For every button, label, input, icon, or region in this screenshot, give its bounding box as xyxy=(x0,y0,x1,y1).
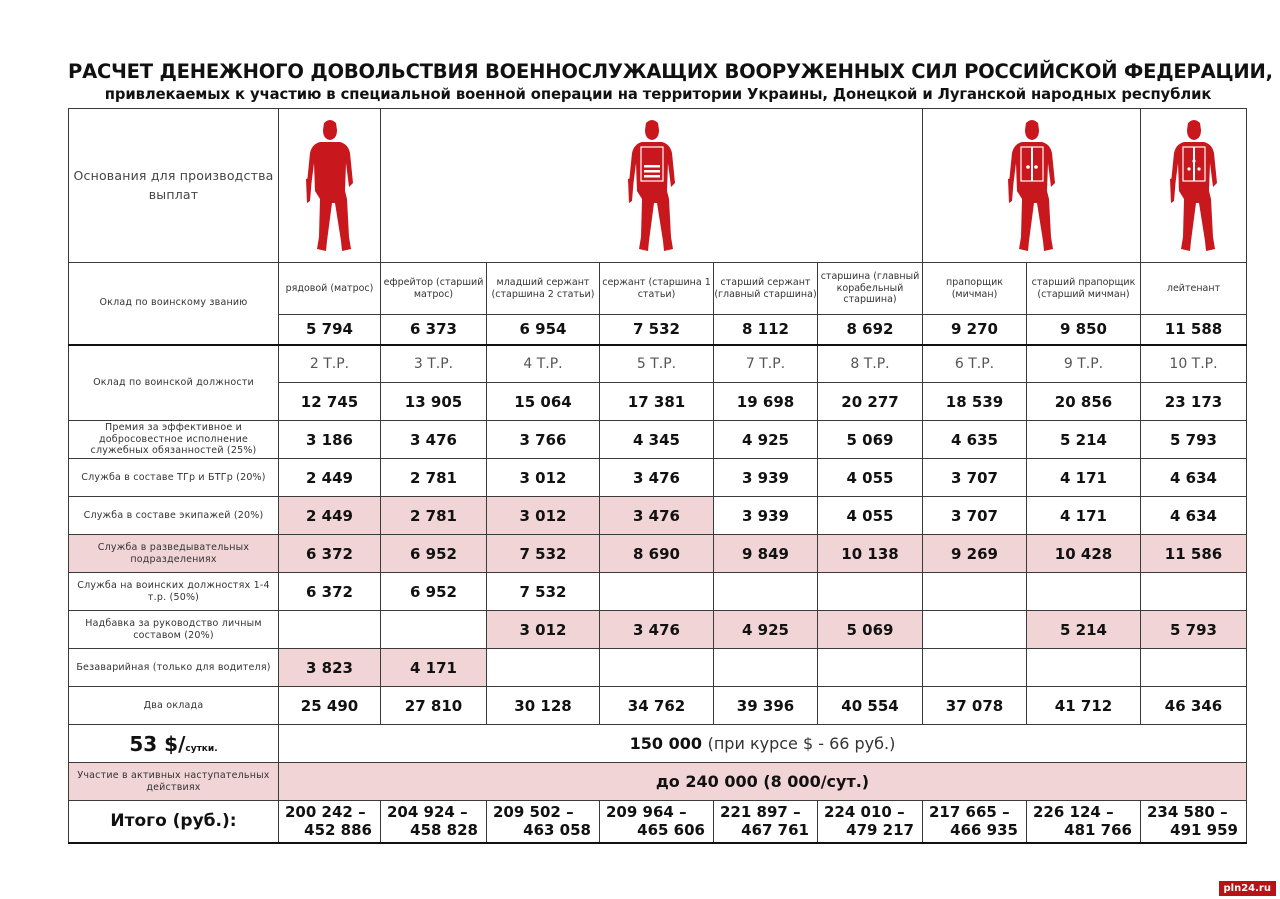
row-label: Служба на воинских должностях 1-4 т.р. (50%) xyxy=(69,573,279,611)
table-row xyxy=(69,497,1247,535)
rank-name: старшина (главный корабельный старшина) xyxy=(818,263,923,315)
active-operations-row xyxy=(69,763,1247,801)
rank-salary-value: 9 850 xyxy=(1027,315,1141,345)
row-value: 10 428 xyxy=(1027,535,1141,573)
table-row xyxy=(69,459,1247,497)
watermark: pln24.ru xyxy=(1219,881,1276,896)
active-label: Участие в активных наступательных действиях xyxy=(69,763,279,801)
total-max: 452 886 xyxy=(304,821,372,840)
total-range xyxy=(381,801,487,843)
row-value: 5 793 xyxy=(1141,611,1247,649)
page-subtitle: привлекаемых к участию в специальной военной операции на территории Украины, Донецкой и Луганской народных республик xyxy=(104,86,1212,103)
daily-rate-value xyxy=(279,725,1247,763)
rank-salary-value: 6 954 xyxy=(487,315,600,345)
tariff-category: 9 Т.Р. xyxy=(1027,345,1141,383)
row-value: 5 069 xyxy=(818,611,923,649)
row-value: 3 476 xyxy=(381,421,487,459)
soldier-figure-cell xyxy=(279,109,381,263)
row-value: 7 532 xyxy=(487,535,600,573)
soldier-warrant-officer-icon xyxy=(1000,117,1064,255)
row-value: 4 171 xyxy=(1027,459,1141,497)
tariff-category: 4 Т.Р. xyxy=(487,345,600,383)
rank-salary-value: 9 270 xyxy=(923,315,1027,345)
rank-name: лейтенант xyxy=(1141,263,1247,315)
row-value: 4 634 xyxy=(1141,459,1247,497)
row-value: 3 707 xyxy=(923,497,1027,535)
row-value xyxy=(600,649,714,687)
total-range xyxy=(1141,801,1247,843)
row-value xyxy=(600,573,714,611)
row-value: 4 635 xyxy=(923,421,1027,459)
rank-name: рядовой (матрос) xyxy=(279,263,381,315)
row-value: 37 078 xyxy=(923,687,1027,725)
row-value: 4 055 xyxy=(818,497,923,535)
table-row xyxy=(69,421,1247,459)
row-value: 25 490 xyxy=(279,687,381,725)
row-value: 3 012 xyxy=(487,611,600,649)
rank-salary-value: 7 532 xyxy=(600,315,714,345)
table-row xyxy=(69,535,1247,573)
total-max: 465 606 xyxy=(637,821,705,840)
table-row xyxy=(69,573,1247,611)
row-value: 4 345 xyxy=(600,421,714,459)
row-value: 39 396 xyxy=(714,687,818,725)
row-value xyxy=(714,573,818,611)
total-min: 234 580 – xyxy=(1147,802,1228,821)
row-value: 6 952 xyxy=(381,535,487,573)
soldier-icon xyxy=(298,117,362,255)
figures-row xyxy=(69,109,1247,263)
rank-salary-value: 8 692 xyxy=(818,315,923,345)
rank-name: прапорщик (мичман) xyxy=(923,263,1027,315)
total-row xyxy=(69,801,1247,843)
rank-salary-value: 8 112 xyxy=(714,315,818,345)
row-value: 4 055 xyxy=(818,459,923,497)
row-value: 6 372 xyxy=(279,535,381,573)
tariff-category: 3 Т.Р. xyxy=(381,345,487,383)
rank-salary-label: Оклад по воинскому званию xyxy=(69,263,279,345)
position-salary-value: 23 173 xyxy=(1141,383,1247,421)
position-salary-label: Оклад по воинской должности xyxy=(69,345,279,421)
position-salary-value: 13 905 xyxy=(381,383,487,421)
table-row xyxy=(69,687,1247,725)
row-value xyxy=(1027,649,1141,687)
total-max: 463 058 xyxy=(523,821,591,840)
row-value: 40 554 xyxy=(818,687,923,725)
row-value: 5 214 xyxy=(1027,611,1141,649)
row-value: 3 012 xyxy=(487,497,600,535)
total-range xyxy=(600,801,714,843)
table-row xyxy=(69,649,1247,687)
row-value: 3 823 xyxy=(279,649,381,687)
row-value: 11 586 xyxy=(1141,535,1247,573)
row-value: 6 952 xyxy=(381,573,487,611)
rank-name: старший сержант (главный старшина) xyxy=(714,263,818,315)
row-value: 27 810 xyxy=(381,687,487,725)
pay-table xyxy=(68,108,1247,844)
total-range xyxy=(487,801,600,843)
total-max: 466 935 xyxy=(950,821,1018,840)
total-range xyxy=(714,801,818,843)
row-label: Служба в составе экипажей (20%) xyxy=(69,497,279,535)
row-value: 41 712 xyxy=(1027,687,1141,725)
row-value xyxy=(487,649,600,687)
position-salary-value: 20 856 xyxy=(1027,383,1141,421)
total-min: 209 964 – xyxy=(606,802,687,821)
row-value: 4 171 xyxy=(381,649,487,687)
row-label: Служба в разведывательных подразделениях xyxy=(69,535,279,573)
rank-name: сержант (старшина 1 статьи) xyxy=(600,263,714,315)
ranks-row xyxy=(69,263,1247,315)
daily-rate-row xyxy=(69,725,1247,763)
row-value: 4 925 xyxy=(714,421,818,459)
row-value: 3 707 xyxy=(923,459,1027,497)
total-min: 226 124 – xyxy=(1033,802,1114,821)
row-value: 9 269 xyxy=(923,535,1027,573)
total-min: 224 010 – xyxy=(824,802,905,821)
row-value xyxy=(279,611,381,649)
row-value: 2 781 xyxy=(381,497,487,535)
tariff-category: 7 Т.Р. xyxy=(714,345,818,383)
total-range xyxy=(1027,801,1141,843)
total-range xyxy=(818,801,923,843)
rank-salary-value: 11 588 xyxy=(1141,315,1247,345)
exchange-note: (при курсе $ - 66 руб.) xyxy=(707,734,896,753)
row-value: 10 138 xyxy=(818,535,923,573)
row-value: 9 849 xyxy=(714,535,818,573)
total-max: 491 959 xyxy=(1170,821,1238,840)
position-salary-value: 17 381 xyxy=(600,383,714,421)
total-min: 217 665 – xyxy=(929,802,1010,821)
daily-amount: 53 $/ xyxy=(129,731,186,756)
row-value: 3 939 xyxy=(714,459,818,497)
daily-unit: сутки. xyxy=(185,743,218,754)
total-min: 200 242 – xyxy=(285,802,366,821)
row-label: Премия за эффективное и добросовестное исполнение служебных обязанностей (25%) xyxy=(69,421,279,459)
row-value: 8 690 xyxy=(600,535,714,573)
row-value xyxy=(923,649,1027,687)
row-value: 30 128 xyxy=(487,687,600,725)
position-salary-value: 15 064 xyxy=(487,383,600,421)
active-value: до 240 000 (8 000/сут.) xyxy=(279,763,1247,801)
row-value xyxy=(1141,573,1247,611)
total-max: 481 766 xyxy=(1064,821,1132,840)
position-salary-value: 20 277 xyxy=(818,383,923,421)
row-value: 2 781 xyxy=(381,459,487,497)
row-value: 3 012 xyxy=(487,459,600,497)
row-value: 3 476 xyxy=(600,497,714,535)
page-title: РАСЧЕТ ДЕНЕЖНОГО ДОВОЛЬСТВИЯ ВОЕННОСЛУЖАЩИХ ВООРУЖЕННЫХ СИЛ РОССИЙСКОЙ ФЕДЕРАЦИИ, xyxy=(68,60,1273,83)
row-value xyxy=(923,611,1027,649)
total-min: 204 924 – xyxy=(387,802,468,821)
row-value xyxy=(714,649,818,687)
tariff-category: 2 Т.Р. xyxy=(279,345,381,383)
row-value: 46 346 xyxy=(1141,687,1247,725)
total-max: 467 761 xyxy=(741,821,809,840)
row-value: 2 449 xyxy=(279,459,381,497)
table-row xyxy=(69,611,1247,649)
tariff-category: 6 Т.Р. xyxy=(923,345,1027,383)
tariff-category: 8 Т.Р. xyxy=(818,345,923,383)
rank-name: ефрейтор (старший матрос) xyxy=(381,263,487,315)
row-value xyxy=(923,573,1027,611)
row-value xyxy=(818,573,923,611)
row-value: 3 939 xyxy=(714,497,818,535)
rank-name: младший сержант (старшина 2 статьи) xyxy=(487,263,600,315)
row-label: Два оклада xyxy=(69,687,279,725)
row-value xyxy=(818,649,923,687)
total-label: Итого (руб.): xyxy=(69,801,279,843)
basis-label: Основания для производства выплат xyxy=(69,109,279,263)
row-label: Надбавка за руководство личным составом (20%) xyxy=(69,611,279,649)
row-value: 5 793 xyxy=(1141,421,1247,459)
row-value: 4 925 xyxy=(714,611,818,649)
soldier-sergeant-icon xyxy=(620,117,684,255)
row-value xyxy=(1141,649,1247,687)
row-value: 6 372 xyxy=(279,573,381,611)
rank-salary-value: 6 373 xyxy=(381,315,487,345)
lieutenant-figure-cell xyxy=(1141,109,1247,263)
row-value: 3 186 xyxy=(279,421,381,459)
row-label: Безаварийная (только для водителя) xyxy=(69,649,279,687)
total-min: 221 897 – xyxy=(720,802,801,821)
row-value: 34 762 xyxy=(600,687,714,725)
row-value xyxy=(381,611,487,649)
tariff-category: 5 Т.Р. xyxy=(600,345,714,383)
position-salary-value: 12 745 xyxy=(279,383,381,421)
row-value: 5 214 xyxy=(1027,421,1141,459)
daily-rub: 150 000 xyxy=(629,734,703,753)
warrant-figure-cell xyxy=(923,109,1141,263)
total-min: 209 502 – xyxy=(493,802,574,821)
row-value: 3 476 xyxy=(600,611,714,649)
row-value: 5 069 xyxy=(818,421,923,459)
sergeant-figure-cell xyxy=(381,109,923,263)
row-value: 2 449 xyxy=(279,497,381,535)
total-range xyxy=(279,801,381,843)
row-label: Служба в составе ТГр и БТГр (20%) xyxy=(69,459,279,497)
total-max: 458 828 xyxy=(410,821,478,840)
tariff-category: 10 Т.Р. xyxy=(1141,345,1247,383)
rank-salary-value: 5 794 xyxy=(279,315,381,345)
rank-name: старший прапорщик (старший мичман) xyxy=(1027,263,1141,315)
position-salary-value: 18 539 xyxy=(923,383,1027,421)
soldier-lieutenant-icon xyxy=(1162,117,1226,255)
row-value: 7 532 xyxy=(487,573,600,611)
row-value: 3 766 xyxy=(487,421,600,459)
total-range xyxy=(923,801,1027,843)
daily-usd xyxy=(69,725,279,763)
row-value: 4 634 xyxy=(1141,497,1247,535)
row-value: 4 171 xyxy=(1027,497,1141,535)
row-value xyxy=(1027,573,1141,611)
category-row xyxy=(69,345,1247,383)
total-max: 479 217 xyxy=(846,821,914,840)
position-salary-value: 19 698 xyxy=(714,383,818,421)
row-value: 3 476 xyxy=(600,459,714,497)
